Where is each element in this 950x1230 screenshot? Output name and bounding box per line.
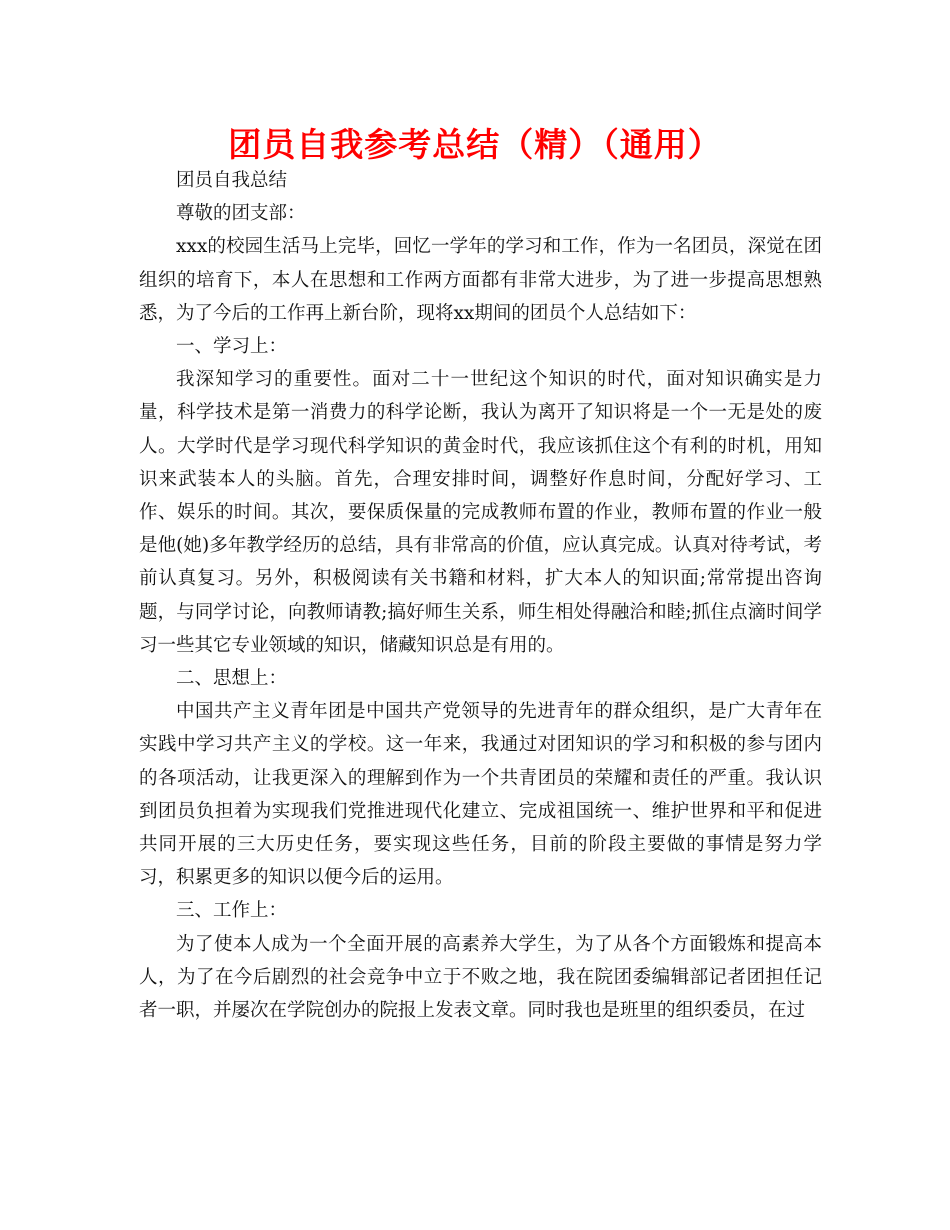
paragraph-subtitle: 团员自我总结 <box>176 170 288 191</box>
paragraph-salutation: 尊敬的团支部： <box>176 203 306 225</box>
paragraph-work: 为了使本人成为一个全面开展的高素养大学生，为了从各个方面锻炼和提高本人，为了在今后剧烈的社会竞争中立于不败之地，我在院团委编辑部记者团担任记者一职，并屡次在学院创办的院报上发表文章。同时我也是班里的组织委员，在过 <box>139 933 822 1022</box>
document-body <box>139 164 822 1027</box>
paragraph-study: 我深知学习的重要性。面对二十一世纪这个知识的时代，面对知识确实是力量，科学技术是第一消费力的科学论断，我认为离开了知识将是一个一无是处的废人。大学时代是学习现代科学知识的黄金时代，我应该抓住这个有利的时机，用知识来武装本人的头脑。首先，合理安排时间，调整好作息时间，分配好学习、工作、娱乐的时间。其次，要保质保量的完成教师布置的作业，教师布置的作业一般是他(她)多年教学经历的总结，具有非常高的价值，应认真完成。认真对待考试，考前认真复习。另外，积极阅读有关书籍和材料，扩大本人的知识面;常常提出咨询题，与同学讨论，向教师请教;搞好师生关系，师生相处得融洽和睦;抓住点滴时间学习一些其它专业领域的知识，储藏知识总是有用的。 <box>139 369 822 656</box>
section-heading-work: 三、工作上： <box>176 900 288 922</box>
document-title: 团员自我参考总结（精）（通用） <box>228 125 722 164</box>
section-heading-study: 一、学习上： <box>176 336 288 358</box>
paragraph-thought: 中国共产主义青年团是中国共产党领导的先进青年的群众组织，是广大青年在实践中学习共产主义的学校。这一年来，我通过对团知识的学习和积极的参与团内的各项活动，让我更深入的理解到作为一个共青团员的荣耀和责任的严重。我认识到团员负担着为实现我们党推进现代化建立、完成祖国统一、维护世界和平和促进共同开展的三大历史任务，要实现这些任务，目前的阶段主要做的事情是努力学习，积累更多的知识以便今后的运用。 <box>139 701 822 889</box>
section-heading-thought: 二、思想上： <box>176 668 288 690</box>
paragraph-intro: xxx的校园生活马上完毕，回忆一学年的学习和工作，作为一名团员，深觉在团组织的培育下，本人在思想和工作两方面都有非常大进步，为了进一步提高思想熟悉，为了今后的工作再上新台阶，现将xx期间的团员个人总结如下： <box>139 236 822 324</box>
